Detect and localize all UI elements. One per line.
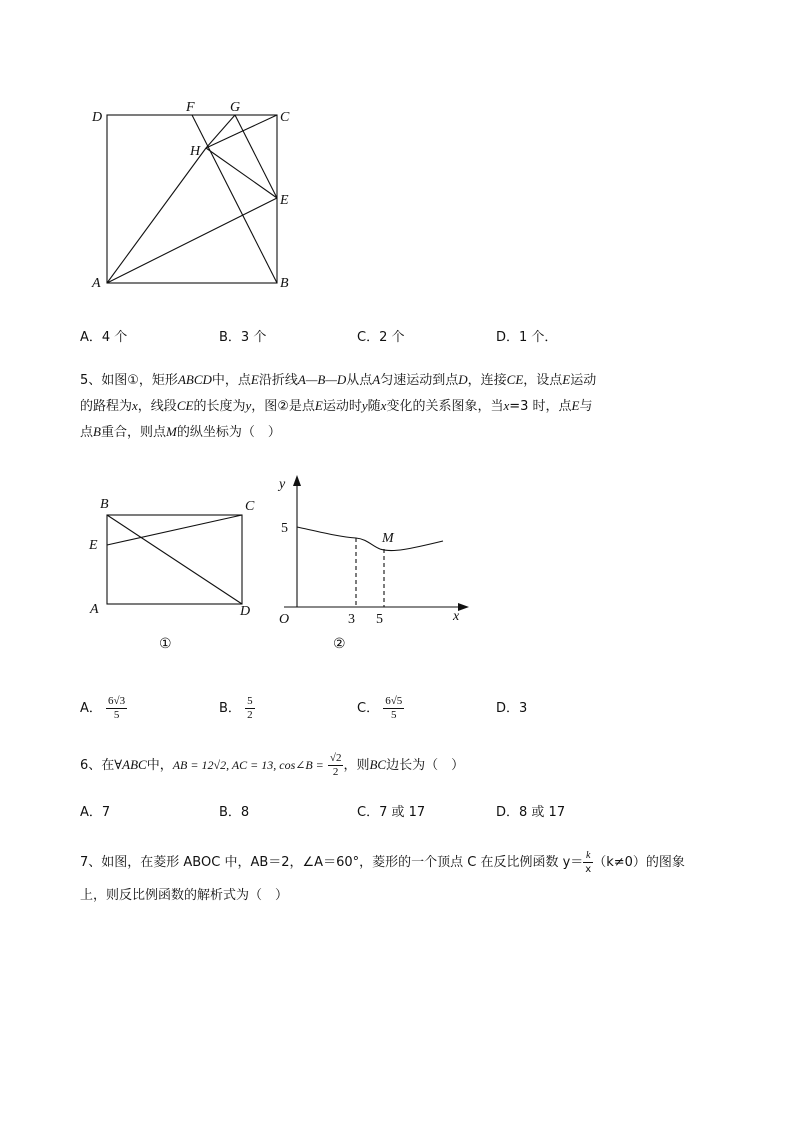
q5-line-3 (80, 422, 281, 443)
q5-text: 如图①，矩形 (101, 373, 178, 388)
q5-var: E (314, 398, 323, 413)
tick-3-x: 3 (348, 612, 355, 627)
q5-number: 5、 (80, 373, 102, 388)
q5-text: 的长度为 (193, 399, 246, 414)
q5-var: CE (506, 372, 524, 387)
label-b: B (100, 497, 109, 512)
axis-label-x: x (453, 609, 460, 624)
q6-formula: AB = 12√2, AC = 13, cos∠B = (172, 758, 324, 772)
q5-var: x (503, 398, 510, 413)
q5-option-b-fraction (245, 695, 255, 722)
q5-var: E (571, 398, 580, 413)
q4-option-b-letter: B． (219, 330, 241, 345)
q6-number: 6、 (80, 758, 102, 773)
q5-option-c-fraction (383, 695, 404, 722)
q6-option-d-text: 8 或 17 (519, 805, 566, 820)
segment-bd (107, 515, 242, 604)
q5-text: ，线段 (137, 399, 177, 414)
label-b: B (280, 276, 289, 291)
q4-option-d-letter: D． (496, 330, 520, 345)
segment-ec (107, 515, 242, 545)
figure-graph-2 (270, 470, 480, 660)
q6-option-b[interactable] (219, 803, 249, 823)
fraction-numerator: k (583, 849, 593, 863)
tick-5-x: 5 (376, 612, 383, 627)
fraction-numerator: 6√3 (108, 695, 126, 707)
q5-option-d-letter: D． (496, 701, 520, 716)
x-axis-arrow (458, 603, 469, 611)
fraction-denominator: 5 (113, 709, 120, 721)
q7-text: 如图，在菱形 ABOC 中，AB＝2，∠A＝60°，菱形的一个顶点 C 在反比例函数 y＝ (101, 855, 584, 870)
q4-option-c[interactable] (357, 328, 404, 348)
q6-stem (80, 750, 464, 781)
q6-text: 边长为（ ） (386, 758, 465, 773)
q4-option-b-text: 3 个 (240, 330, 267, 345)
q6-option-d-letter: D． (496, 805, 520, 820)
tick-5-y: 5 (281, 521, 288, 536)
q4-option-a-letter: A． (80, 330, 102, 345)
q5-text: 的纵坐标为（ ） (176, 425, 281, 440)
q5-var: A—B—D (297, 372, 347, 387)
fraction-denominator: 2 (247, 709, 253, 721)
q5-var: x (132, 398, 138, 413)
segment-hc (206, 115, 277, 148)
q5-option-c[interactable] (357, 694, 404, 724)
segment-he (206, 148, 277, 198)
q5-option-a-fraction (106, 695, 127, 722)
q5-text: 运动 (570, 373, 597, 388)
q4-option-d-text: 1 个． (519, 330, 558, 345)
q6-option-d[interactable] (496, 803, 565, 823)
segment-ae (107, 198, 277, 283)
q5-text: 随 (367, 399, 381, 414)
fraction-denominator: 2 (332, 766, 339, 778)
fraction-denominator: 5 (390, 709, 397, 721)
origin-o: O (279, 612, 290, 627)
q6-triangle: ∀ABC (114, 757, 147, 772)
label-c: C (245, 499, 255, 514)
square-abcd (107, 115, 277, 283)
segment-fb (192, 115, 277, 283)
q5-text: ，图②是点 (251, 399, 315, 414)
q4-option-b[interactable] (219, 328, 266, 348)
label-m: M (382, 531, 394, 546)
segment-ge (235, 115, 277, 198)
q7-line-2 (80, 886, 288, 906)
label-d: D (240, 604, 251, 619)
q6-text: ，则 (343, 758, 370, 773)
q6-var: BC (369, 757, 387, 772)
q5-text: ，设点 (523, 373, 563, 388)
q6-option-c[interactable] (357, 803, 425, 823)
axis-label-y: y (279, 477, 286, 492)
q5-var: CE (176, 398, 194, 413)
q6-text: 中， (146, 758, 173, 773)
q5-var: E (250, 372, 259, 387)
figure-rectangle-1 (80, 490, 270, 660)
q5-text: 的路程为 (80, 399, 133, 414)
fraction-denominator: x (585, 864, 592, 875)
q5-var: A (372, 372, 381, 387)
q6-text: 在 (101, 758, 115, 773)
q5-var: D (458, 372, 468, 387)
q4-option-a[interactable] (80, 328, 127, 348)
fraction-numerator: 5 (247, 695, 253, 707)
q5-text: ，连接 (467, 373, 507, 388)
label-g: G (230, 100, 241, 115)
figure-caption-2: ② (333, 637, 346, 652)
q5-option-a-letter: A． (80, 701, 102, 716)
segment-gh (206, 115, 235, 148)
label-d: D (92, 110, 103, 125)
q7-line-1 (80, 848, 685, 878)
label-f: F (186, 100, 195, 115)
q5-option-d[interactable] (496, 699, 527, 719)
q5-text: 中，点 (211, 373, 251, 388)
q5-var: ABCD (177, 372, 212, 387)
q7-text: 上，则反比例函数的解析式为（ ） (80, 888, 289, 903)
q5-var: M (165, 424, 177, 439)
q5-var: x (380, 398, 387, 413)
q5-text: 重合，则点 (100, 425, 166, 440)
q5-var: y (361, 398, 368, 413)
q5-text: =3 时，点 (509, 399, 572, 414)
q6-option-a-text: 7 (101, 805, 111, 820)
curve-y-of-x (297, 527, 443, 551)
q5-line-2 (80, 396, 593, 417)
q6-option-a-letter: A． (80, 805, 102, 820)
q4-option-a-text: 4 个 (101, 330, 128, 345)
q5-option-b[interactable] (219, 694, 255, 724)
q5-var: y (245, 398, 252, 413)
q6-option-b-letter: B． (219, 805, 241, 820)
label-a: A (92, 276, 101, 291)
q5-var: E (562, 372, 571, 387)
q7-number: 7、 (80, 855, 102, 870)
q4-option-d[interactable] (496, 328, 557, 348)
q5-option-a[interactable] (80, 694, 127, 724)
figure-square-abcd (80, 90, 310, 300)
q6-cos-fraction (328, 752, 344, 779)
label-e: E (89, 538, 98, 553)
q6-option-c-letter: C． (357, 805, 380, 820)
q5-option-c-letter: C． (357, 701, 380, 716)
fraction-numerator: 6√5 (385, 695, 403, 707)
label-c: C (280, 110, 290, 125)
q5-text: 从点 (346, 373, 373, 388)
q7-text: （k≠0）的图象 (593, 855, 685, 870)
figure-caption-1: ① (159, 637, 172, 652)
q5-text: 运动时 (322, 399, 362, 414)
q5-text: 变化的关系图象，当 (386, 399, 504, 414)
label-h: H (190, 144, 201, 159)
label-e: E (280, 193, 289, 208)
segment-ah (107, 148, 206, 283)
q5-text: 与 (579, 399, 593, 414)
y-axis-arrow (293, 475, 301, 486)
q5-var: B (93, 424, 101, 439)
q5-option-b-letter: B． (219, 701, 241, 716)
q4-option-c-text: 2 个 (379, 330, 405, 345)
q5-text: 匀速运动到点 (380, 373, 459, 388)
q6-option-c-text: 7 或 17 (379, 805, 426, 820)
q4-option-c-letter: C． (357, 330, 380, 345)
q7-fraction (583, 849, 593, 876)
label-a: A (90, 602, 99, 617)
q6-option-a[interactable] (80, 803, 110, 823)
q5-text: 点 (80, 425, 94, 440)
q5-line-1 (80, 370, 596, 391)
q5-text: 沿折线 (258, 373, 298, 388)
q6-option-b-text: 8 (240, 805, 250, 820)
fraction-numerator: √2 (329, 752, 342, 764)
q5-option-d-text: 3 (519, 701, 528, 716)
